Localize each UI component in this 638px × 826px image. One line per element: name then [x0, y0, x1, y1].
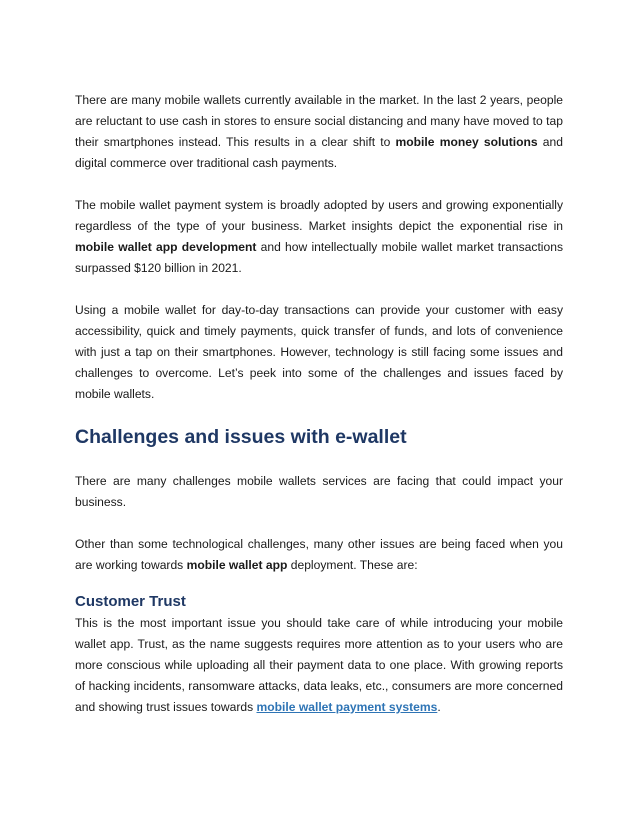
link-mobile-wallet-payment-systems[interactable]: mobile wallet payment systems — [256, 700, 438, 714]
bold-mobile-wallet-app-development: mobile wallet app development — [75, 240, 257, 254]
spacer — [75, 450, 563, 471]
paragraph-adoption-text-end: and how intellectually mobile wallet market transactions surpassed $120 billion in 2021. — [75, 240, 563, 275]
heading-challenges: Challenges and issues with e-wallet — [75, 426, 407, 448]
spacer — [75, 174, 563, 195]
paragraph-usage: Using a mobile wallet for day-to-day transactions can provide your customer with easy accessibility, quick and timely payments, quick transfer of funds, and lots of convenience with just a tap on their smartphones. However, technology is still facing some issues and challenges to overcome. Let’s peek into some of the challenges and issues faced by mobile wallets. — [75, 303, 563, 401]
paragraph-customer-trust-text: This is the most important issue you should take care of while introducing your mobile wallet app. Trust, as the name suggests requires more attention as to your users who are more conscious while uploading all their payment data to one place. With growing reports of hacking incidents, ransomware attacks, data leaks, etc., consumers are more concerned and showing trust issues towards — [75, 616, 563, 714]
spacer — [75, 405, 563, 424]
spacer — [75, 513, 563, 534]
bold-mobile-money-solutions: mobile money solutions — [395, 135, 538, 149]
paragraph-customer-trust-text-end: . — [437, 700, 441, 714]
paragraph-intro-text-end: and digital commerce over traditional cash payments. — [75, 135, 563, 170]
heading-customer-trust: Customer Trust — [75, 593, 186, 610]
document-page — [75, 90, 563, 718]
paragraph-other-issues-text-end: deployment. These are: — [287, 558, 418, 572]
paragraph-intro-text: There are many mobile wallets currently available in the market. In the last 2 years, people are reluctant to use cash in stores to ensure social distancing and many have moved to tap their smartphones instead. This results in a clear shift to — [75, 93, 563, 149]
paragraph-customer-trust — [75, 613, 563, 718]
spacer — [75, 279, 563, 300]
paragraph-other-issues-text: Other than some technological challenges, many other issues are being faced when you are working towards — [75, 537, 563, 572]
spacer — [75, 576, 563, 591]
paragraph-adoption — [75, 195, 563, 279]
bold-mobile-wallet-app: mobile wallet app — [186, 558, 288, 572]
paragraph-adoption-text: The mobile wallet payment system is broadly adopted by users and growing exponentially regardless of the type of your business. Market insights depict the exponential rise in — [75, 198, 563, 233]
paragraph-intro — [75, 90, 563, 174]
paragraph-other-issues — [75, 534, 563, 576]
paragraph-challenges-intro: There are many challenges mobile wallets services are facing that could impact your business. — [75, 474, 563, 509]
